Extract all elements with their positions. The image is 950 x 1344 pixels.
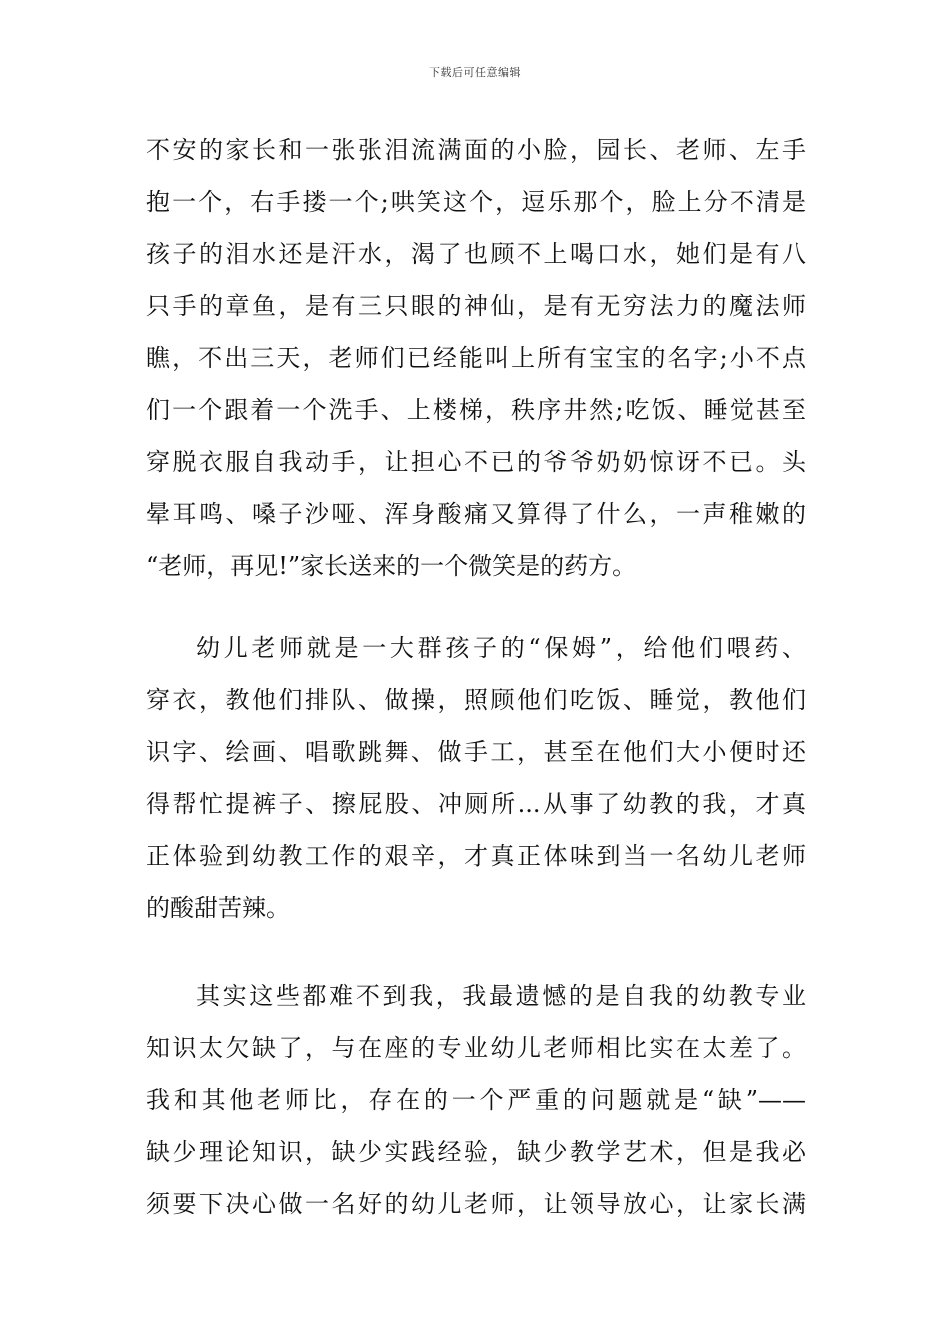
paragraph-line: 我和其他老师比，存在的一个严重的问题就是“缺”—— [146,1086,806,1114]
paragraph-line: 抱一个，右手搂一个;哄笑这个，逗乐那个，脸上分不清是 [146,188,806,216]
paragraph-line: 正体验到幼教工作的艰辛，才真正体味到当一名幼儿老师 [146,842,806,870]
paragraph-line: 识字、绘画、唱歌跳舞、做手工，甚至在他们大小便时还 [146,738,806,766]
paragraph-line: 的酸甜苦辣。 [146,894,290,922]
paragraph-line: 知识太欠缺了，与在座的专业幼儿老师相比实在太差了。 [146,1034,806,1062]
paragraph-line: 幼儿老师就是一大群孩子的“保姆”，给他们喂药、 [196,634,806,662]
page-header-note: 下载后可任意编辑 [429,66,521,79]
paragraph-line: “老师，再见!”家长送来的一个微笑是的药方。 [146,552,637,580]
paragraph-2 [146,622,806,934]
paragraph-line: 穿衣，教他们排队、做操，照顾他们吃饭、睡觉，教他们 [146,686,806,714]
paragraph-line: 不安的家长和一张张泪流满面的小脸，园长、老师、左手 [146,136,806,164]
paragraph-line: 孩子的泪水还是汗水，渴了也顾不上喝口水，她们是有八 [146,240,806,268]
paragraph-line: 穿脱衣服自我动手，让担心不已的爷爷奶奶惊讶不已。头 [146,448,806,476]
paragraph-line: 其实这些都难不到我，我最遗憾的是自我的幼教专业 [196,982,806,1010]
paragraph-1 [146,124,806,592]
paragraph-line: 们一个跟着一个洗手、上楼梯，秩序井然;吃饭、睡觉甚至 [146,396,806,424]
paragraph-line: 只手的章鱼，是有三只眼的神仙，是有无穷法力的魔法师 [146,292,806,320]
paragraph-line: 晕耳鸣、嗓子沙哑、浑身酸痛又算得了什么，一声稚嫩的 [146,500,806,528]
paragraph-line: 须要下决心做一名好的幼儿老师，让领导放心，让家长满 [146,1190,806,1218]
paragraph-line: 瞧，不出三天，老师们已经能叫上所有宝宝的名字;小不点 [146,344,806,372]
paragraph-line: 得帮忙提裤子、擦屁股、冲厕所...从事了幼教的我，才真 [146,790,806,818]
paragraph-line: 缺少理论知识，缺少实践经验，缺少教学艺术，但是我必 [146,1138,806,1166]
paragraph-3 [146,970,806,1230]
